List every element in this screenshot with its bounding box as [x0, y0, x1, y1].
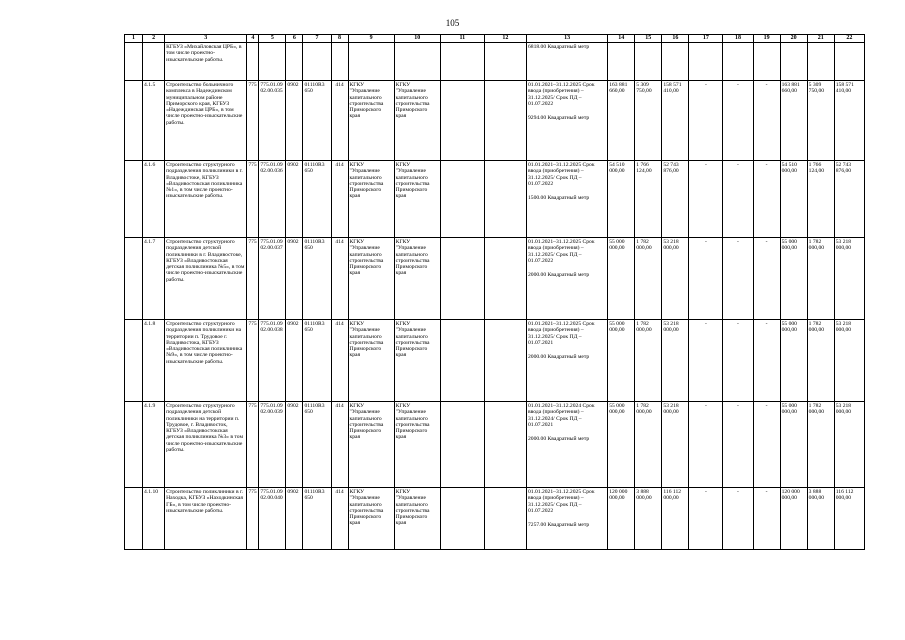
column-number: 1	[125, 35, 143, 43]
deadline-text: 01.01.2021–31.12.2025 Срок ввода (приобретения) – 31.12.2025/ Срок ПД – 01.07.2021	[527, 321, 595, 346]
cell-object-name: Строительство больничного комплекса в Надеждинском муниципальном районе Приморского края, КГБУЗ «Надеждинская ЦРБ», в том числе проектно-изыскательские работы.	[165, 81, 247, 161]
cell-col-4	[247, 43, 259, 81]
cell-col-6: 0902	[286, 402, 303, 488]
cell-col-6: 0902	[286, 320, 303, 402]
cell-col-17	[689, 43, 723, 81]
cell-col-11	[440, 320, 484, 402]
cell-col-16: 52 743 876,00	[662, 161, 689, 238]
cell-col-19	[753, 43, 780, 81]
cell-col-4: 775	[247, 402, 259, 488]
cell-col-5: 775.01.09 02.00.039	[259, 402, 286, 488]
cell-col-22: 158 571 410,00	[834, 81, 864, 161]
cell-col-5: 775.01.09 02.00.040	[259, 488, 286, 550]
cell-col-18: -	[723, 161, 753, 238]
cell-object-name: Строительство структурного подразделения детской поликлиники на территории п. Трудовое, г. Владивосток, КГБУЗ «Владивостокская детская поликлиника №3» в том числе проектно-изыскательские работы.	[165, 402, 247, 488]
column-number: 2	[143, 35, 165, 43]
cell-col-18: -	[723, 402, 753, 488]
column-number: 13	[526, 35, 607, 43]
cell-col-19: -	[753, 320, 780, 402]
cell-deadlines	[526, 81, 607, 161]
cell-col-5	[259, 43, 286, 81]
cell-col-5: 775.01.09 02.00.038	[259, 320, 286, 402]
deadline-text: 6818.00 Квадратный метр	[527, 44, 590, 50]
column-number: 11	[440, 35, 484, 43]
cell-col-7: 01110R3 650	[303, 161, 331, 238]
deadline-text: 01.01.2021–31.12.2024 Срок ввода (приобретения) – 31.12.2024/ Срок ПД – 01.07.2021	[527, 403, 595, 428]
cell-object-name: Строительство структурного подразделения поликлиники на территории п. Трудовое г. Владивостока, КГБУЗ «Владивостокская поликлиника №9», в том числе проектно-изыскательские работы.	[165, 320, 247, 402]
cell-col-11	[440, 81, 484, 161]
cell-col-14: 163 881 660,00	[608, 81, 635, 161]
cell-col-17: -	[689, 488, 723, 550]
deadline-text: 01.01.2021–31.12.2025 Срок ввода (приобретения) – 31.12.2025/ Срок ПД – 01.07.2022	[527, 162, 595, 187]
cell-col-16: 53 218 000,00	[662, 402, 689, 488]
cell-col-7: 01110R3 650	[303, 488, 331, 550]
cell-col-17: -	[689, 320, 723, 402]
cell-col-17: -	[689, 402, 723, 488]
cell-col-6: 0902	[286, 161, 303, 238]
cell-col-21: 3 888 000,00	[807, 488, 834, 550]
cell-col-6: 0902	[286, 81, 303, 161]
table-row	[125, 488, 865, 550]
cell-col-19: -	[753, 161, 780, 238]
cell-col-22	[834, 43, 864, 81]
cell-col-14	[608, 43, 635, 81]
cell-object-name: Строительство структурного подразделения поликлиники в г. Владивостоке, КГБУЗ «Владивостокская поликлиника №1», в том числе проектно-изыскательские работы.	[165, 161, 247, 238]
column-number: 7	[303, 35, 331, 43]
column-number: 8	[331, 35, 348, 43]
cell-col-18: -	[723, 81, 753, 161]
cell-col-5: 775.01.09 02.00.036	[259, 161, 286, 238]
cell-col-14: 55 000 000,00	[608, 402, 635, 488]
cell-col-19: -	[753, 238, 780, 320]
column-number: 17	[689, 35, 723, 43]
cell-col-11	[440, 43, 484, 81]
cell-deadlines	[526, 43, 607, 81]
cell-col-12	[484, 320, 526, 402]
cell-col-10: КГКУ "Управление капитального строительства Приморского края	[394, 402, 440, 488]
cell-col-19: -	[753, 81, 780, 161]
cell-col-19: -	[753, 402, 780, 488]
cell-col-9: КГКУ "Управление капитального строительства Приморского края	[348, 238, 394, 320]
cell-col-20: 54 510 000,00	[780, 161, 807, 238]
cell-col-16: 158 571 410,00	[662, 81, 689, 161]
column-number: 15	[635, 35, 662, 43]
deadline-text: 01.01.2021–31.12.2025 Срок ввода (приобретения) – 31.12.2025/ Срок ПД – 01.07.2022	[527, 239, 595, 264]
program-table	[124, 34, 865, 550]
cell-col-7: 01110R3 650	[303, 81, 331, 161]
table-row	[125, 161, 865, 238]
cell-col-5: 775.01.09 02.00.037	[259, 238, 286, 320]
cell-col-21: 1 782 000,00	[807, 238, 834, 320]
column-number: 4	[247, 35, 259, 43]
column-number: 3	[165, 35, 247, 43]
cell-col-10	[394, 43, 440, 81]
capacity-text: 7257.00 Квадратный метр	[527, 522, 590, 529]
cell-col-18	[723, 43, 753, 81]
cell-col-8: 414	[331, 238, 348, 320]
cell-col-12	[484, 161, 526, 238]
table-row	[125, 81, 865, 161]
cell-col-21: 1 782 000,00	[807, 320, 834, 402]
cell-col-9: КГКУ "Управление капитального строительства Приморского края	[348, 488, 394, 550]
column-number: 9	[348, 35, 394, 43]
cell-col-8: 414	[331, 161, 348, 238]
cell-col-15: 3 888 000,00	[635, 488, 662, 550]
cell-col-15: 5 309 750,00	[635, 81, 662, 161]
cell-item-number: 4.1.8	[143, 320, 165, 402]
capacity-text: 1500.00 Квадратный метр	[527, 195, 590, 202]
cell-item-number	[143, 43, 165, 81]
cell-col-12	[484, 81, 526, 161]
cell-col-1	[125, 402, 143, 488]
cell-col-17: -	[689, 81, 723, 161]
cell-col-4: 775	[247, 238, 259, 320]
cell-item-number: 4.1.7	[143, 238, 165, 320]
deadline-text: 01.01.2021–31.12.2025 Срок ввода (приобретения) – 31.12.2025/ Срок ПД – 01.07.2022	[527, 489, 595, 514]
column-number: 16	[662, 35, 689, 43]
cell-col-14: 120 000 000,00	[608, 488, 635, 550]
cell-col-6: 0902	[286, 488, 303, 550]
cell-col-18: -	[723, 488, 753, 550]
cell-col-14: 54 510 000,00	[608, 161, 635, 238]
cell-col-7: 01110R3 650	[303, 402, 331, 488]
cell-col-8: 414	[331, 488, 348, 550]
cell-col-21: 1 782 000,00	[807, 402, 834, 488]
capacity-text: 2000.00 Квадратный метр	[527, 272, 590, 279]
cell-col-1	[125, 43, 143, 81]
page-number: 105	[445, 18, 460, 28]
cell-item-number: 4.1.5	[143, 81, 165, 161]
cell-object-name: Строительство структурного подразделения детской поликлиники в г. Владивостоке, КГБУЗ «Владивостокская детская поликлиника №5», в том числе проектно-изыскательские работы.	[165, 238, 247, 320]
cell-col-16: 116 112 000,00	[662, 488, 689, 550]
cell-col-8: 414	[331, 81, 348, 161]
cell-col-22: 53 218 000,00	[834, 238, 864, 320]
cell-col-22: 116 112 000,00	[834, 488, 864, 550]
cell-col-9: КГКУ "Управление капитального строительства Приморского края	[348, 402, 394, 488]
cell-col-22: 53 218 000,00	[834, 402, 864, 488]
cell-col-10: КГКУ "Управление капитального строительства Приморского края	[394, 81, 440, 161]
cell-col-22: 53 218 000,00	[834, 320, 864, 402]
cell-col-20: 163 881 660,00	[780, 81, 807, 161]
cell-col-10: КГКУ "Управление капитального строительства Приморского края	[394, 488, 440, 550]
cell-deadlines	[526, 161, 607, 238]
cell-col-18: -	[723, 320, 753, 402]
cell-col-8: 414	[331, 402, 348, 488]
cell-col-7: 01110R3 650	[303, 320, 331, 402]
cell-deadlines	[526, 238, 607, 320]
column-number: 22	[834, 35, 864, 43]
cell-col-15: 1 782 000,00	[635, 238, 662, 320]
column-number: 12	[484, 35, 526, 43]
cell-col-19: -	[753, 488, 780, 550]
cell-col-1	[125, 488, 143, 550]
column-number: 18	[723, 35, 753, 43]
cell-col-12	[484, 402, 526, 488]
cell-col-12	[484, 488, 526, 550]
cell-col-17: -	[689, 238, 723, 320]
cell-col-6: 0902	[286, 238, 303, 320]
table-row	[125, 320, 865, 402]
table-row	[125, 238, 865, 320]
cell-col-21: 1 766 124,00	[807, 161, 834, 238]
cell-deadlines	[526, 320, 607, 402]
cell-col-11	[440, 161, 484, 238]
cell-col-20: 55 000 000,00	[780, 238, 807, 320]
cell-col-20	[780, 43, 807, 81]
cell-deadlines	[526, 402, 607, 488]
cell-col-12	[484, 43, 526, 81]
capacity-text: 9294.00 Квадратный метр	[527, 115, 590, 122]
capacity-text: 2000.00 Квадратный метр	[527, 436, 590, 443]
column-number: 10	[394, 35, 440, 43]
cell-col-20: 120 000 000,00	[780, 488, 807, 550]
column-number: 6	[286, 35, 303, 43]
cell-col-15: 1 766 124,00	[635, 161, 662, 238]
cell-col-4: 775	[247, 488, 259, 550]
cell-col-1	[125, 161, 143, 238]
cell-col-10: КГКУ "Управление капитального строительства Приморского края	[394, 161, 440, 238]
column-number: 21	[807, 35, 834, 43]
column-number: 20	[780, 35, 807, 43]
capacity-text: 2000.00 Квадратный метр	[527, 354, 590, 361]
cell-col-22: 52 743 876,00	[834, 161, 864, 238]
cell-col-9: КГКУ "Управление капитального строительства Приморского края	[348, 161, 394, 238]
cell-col-11	[440, 488, 484, 550]
cell-col-18: -	[723, 238, 753, 320]
cell-col-16: 53 218 000,00	[662, 238, 689, 320]
cell-col-16: 53 218 000,00	[662, 320, 689, 402]
cell-col-11	[440, 402, 484, 488]
cell-col-11	[440, 238, 484, 320]
cell-col-8: 414	[331, 320, 348, 402]
table-row	[125, 402, 865, 488]
cell-col-10: КГКУ "Управление капитального строительства Приморского края	[394, 238, 440, 320]
cell-col-7	[303, 43, 331, 81]
cell-col-4: 775	[247, 161, 259, 238]
cell-col-8	[331, 43, 348, 81]
cell-col-1	[125, 238, 143, 320]
cell-col-20: 55 000 000,00	[780, 402, 807, 488]
cell-col-14: 55 000 000,00	[608, 320, 635, 402]
cell-col-9	[348, 43, 394, 81]
cell-item-number: 4.1.6	[143, 161, 165, 238]
cell-col-1	[125, 81, 143, 161]
cell-col-15	[635, 43, 662, 81]
cell-col-21: 5 309 750,00	[807, 81, 834, 161]
column-number: 14	[608, 35, 635, 43]
cell-item-number: 4.1.9	[143, 402, 165, 488]
column-number-row	[125, 35, 865, 43]
cell-col-16	[662, 43, 689, 81]
cell-col-15: 1 782 000,00	[635, 402, 662, 488]
cell-col-6	[286, 43, 303, 81]
cell-object-name: Строительство поликлиники в г. Находка, КГБУЗ «Находкинская ГБ», в том числе проектно-изыскательские работы.	[165, 488, 247, 550]
cell-col-14: 55 000 000,00	[608, 238, 635, 320]
cell-col-7: 01110R3 650	[303, 238, 331, 320]
cell-col-12	[484, 238, 526, 320]
cell-object-name: КГБУЗ «Михайловская ЦРБ», в том числе проектно-изыскательские работы.	[165, 43, 247, 81]
cell-col-20: 55 000 000,00	[780, 320, 807, 402]
cell-col-5: 775.01.09 02.00.035	[259, 81, 286, 161]
cell-col-21	[807, 43, 834, 81]
cell-col-10: КГКУ "Управление капитального строительства Приморского края	[394, 320, 440, 402]
cell-col-9: КГКУ "Управление капитального строительства Приморского края	[348, 81, 394, 161]
column-number: 19	[753, 35, 780, 43]
cell-col-4: 775	[247, 320, 259, 402]
cell-col-9: КГКУ "Управление капитального строительства Приморского края	[348, 320, 394, 402]
deadline-text: 01.01.2021–31.12.2025 Срок ввода (приобретения) – 31.12.2025/ Срок ПД – 01.07.2022	[527, 82, 595, 107]
cell-deadlines	[526, 488, 607, 550]
column-number: 5	[259, 35, 286, 43]
cell-col-4: 775	[247, 81, 259, 161]
cell-col-17: -	[689, 161, 723, 238]
cell-item-number: 4.1.10	[143, 488, 165, 550]
table-row	[125, 43, 865, 81]
cell-col-1	[125, 320, 143, 402]
cell-col-15: 1 782 000,00	[635, 320, 662, 402]
table-body	[125, 43, 865, 550]
